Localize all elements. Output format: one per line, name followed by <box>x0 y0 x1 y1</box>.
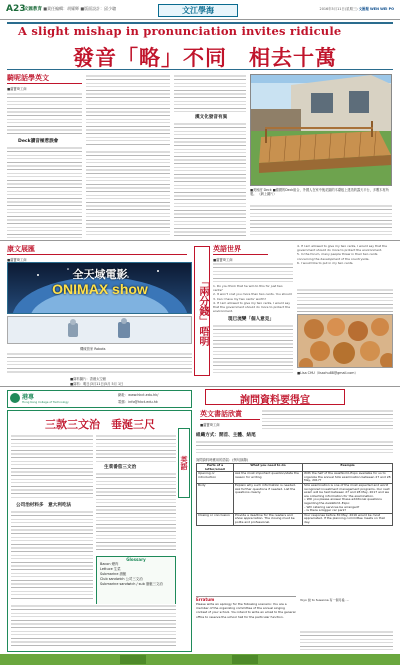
footer-bar <box>0 654 400 665</box>
english-item-6: 6. I would like to put in my two cents. <box>297 260 354 265</box>
col1-text-b <box>7 146 82 238</box>
paper-name <box>24 6 116 12</box>
table-row <box>197 472 393 484</box>
english-item-2: 2. It won't cost you more than two cents. You should <box>213 292 292 297</box>
english-rule <box>213 254 268 255</box>
food-text-a <box>11 434 93 500</box>
date-text: 2016年5月11日(星期三) <box>319 7 358 11</box>
english-text-a <box>213 262 293 282</box>
robots-label: 機械管家 Robots <box>80 347 106 351</box>
inquiry-text <box>196 440 393 454</box>
glossary-title: Glossary <box>126 557 146 562</box>
erratum-text: Please write an apology for the following scenario: You are a member of the organizing committee of the annual singing contest of your school. You intend to write an email to the general office to reserve the school hall for the particular function. <box>196 602 296 619</box>
glossary-item: Club sandwich 公司三文治 <box>100 577 143 581</box>
inquiry-table <box>196 463 393 526</box>
table-header: Example <box>303 464 393 472</box>
english-item-5: 5. In the forum, many people threw in their two cents concerning the development of the countryside. <box>297 252 378 261</box>
section-title: 文江學海 <box>158 4 238 17</box>
deck-caption-1: ■美極度 Deck <box>250 188 272 192</box>
footer-block <box>120 655 146 664</box>
inquiry-intro <box>262 409 393 429</box>
english-sub2: 現已流變「個人意見」 <box>228 317 274 322</box>
col2-text-b <box>86 150 170 238</box>
kangwen-heading: 康文展匯 <box>7 245 35 253</box>
kangwen-rule <box>7 254 187 255</box>
glossary-item: Submarine 潛艇 <box>100 572 127 576</box>
ad-logo-sub: Hong Kong College of Technology <box>22 400 69 404</box>
col1-heading: 騎呢話學英文 <box>7 74 49 82</box>
erratum-title: Erratum <box>196 597 215 602</box>
kangwen-text <box>7 352 192 374</box>
english-list-a <box>213 284 293 314</box>
col4-text <box>250 204 392 238</box>
table-row <box>197 483 393 513</box>
headline-chinese: 發音「略」不同 相去十萬 <box>73 45 337 70</box>
table-cell: Opening or introduction <box>197 472 234 484</box>
food-sub-c: 生菜番茄三文治 <box>104 465 137 470</box>
onimax-title-cn: 全天域電影 <box>72 268 128 281</box>
table-header: Parts of a letter/email <box>197 464 234 472</box>
english-list-b <box>297 244 393 286</box>
glossary-item: Bacon 煙肉 <box>100 562 119 566</box>
kangwen-date: ■資料：明日(3月11日)5月 5月 1日 <box>70 382 124 386</box>
ad-strip <box>7 390 192 408</box>
food-sub-b: 公司治材料多 意大利吃法 <box>16 503 72 508</box>
table-cell: With the half of the AsiaWorld–Expo available for us to organize the annual SXA examination between 27 and 28 May, 2017? <box>304 471 391 483</box>
col2-text-a <box>86 74 170 146</box>
english-byline: ■盧寶琦工商 <box>213 258 233 262</box>
table-cell: Closing or conclusion <box>197 513 234 525</box>
page-number: A23 <box>6 4 26 14</box>
headline-english: A slight mishap in pronunciation invites ridicule <box>18 24 342 38</box>
glossary-list <box>97 562 175 587</box>
glossary-item: Lettuce 生菜 <box>100 567 121 571</box>
kangwen-credit: ■資料圖片：香港太空館 <box>70 377 107 381</box>
inquiry-table-title: 詢問資料時應用的語氣：(例句摘錄) <box>196 458 249 462</box>
food-text-e <box>11 604 176 648</box>
food-side-tag: 英語 <box>178 428 190 498</box>
kangwen-byline: ■盧寶琦工商 <box>7 258 27 262</box>
table-cell: Body <box>197 483 234 513</box>
col1-rule <box>7 83 82 84</box>
food-text-d <box>96 472 176 552</box>
table-header: What you need to do <box>234 464 303 472</box>
english-item-3: 3. Can I have my two cents' worth? <box>213 296 266 301</box>
footer-block <box>232 655 258 664</box>
inquiry-right-text: Yoyo 說 to Susanna 有一個月後, ... <box>300 598 350 602</box>
onimax-title-en: ONIMAX show <box>52 281 148 297</box>
inquiry-left-title: 英文書話欣賞 <box>200 410 242 418</box>
english-item-4: 4. If I am allowed to give my two cents, I would say that the government should do more to protect the environment. <box>213 300 291 314</box>
inquiry-heading: 詢問資料要得宜 <box>240 395 310 406</box>
deck-caption-2: ■德國的Deck組合，外國人在家中後花園的木臺板上建造的露天平台，多數木材所製。 <box>250 188 389 196</box>
english-item-4b: 4. If I am allowed to give my two cents, I would say that the government should do more to protect the environment. <box>297 244 387 253</box>
coins-illustration <box>298 315 393 368</box>
paper-tagline: ■責任編輯：胡耀輝 ■版面設計：邱少聰 <box>43 6 117 11</box>
inquiry-table-wrap <box>196 463 393 593</box>
col3-text-b <box>174 122 246 238</box>
vertical-tag: 「兩分錢」唔明 <box>194 246 210 376</box>
coins-credit: ■Lisa CHU（lisachu88@gmail.com） <box>297 371 358 375</box>
english-text-c <box>297 288 393 312</box>
english-text-b <box>213 324 293 374</box>
table-cell: Your response before 30 May, 2016 would be most appreciated. If the planning committee meets on that day. <box>303 513 393 525</box>
inquiry-right-lines <box>300 630 393 650</box>
deck-photo-illustration <box>251 75 392 186</box>
deck-caption-credit: （網上圖片） <box>257 192 277 196</box>
col2-subhead: 漢文化發音有異 <box>195 115 228 120</box>
ad-website: 網址：www.hkct.edu.hk/ <box>118 393 159 397</box>
glossary-item: Submarine sandwich / sub 潛艇三文治 <box>100 582 163 586</box>
english-item-1: 1. Do you think that he will do this for just two cents? <box>213 284 283 293</box>
divider-1 <box>0 240 400 241</box>
col1-byline: ■盧寶琦工商 <box>7 87 27 91</box>
food-heading: 三款三文治 垂涎三尺 <box>45 418 155 431</box>
col1-text-a <box>7 92 82 136</box>
col1-deck: Deck讀音極惹誤會 <box>18 139 59 144</box>
hkct-logo-icon <box>10 393 20 403</box>
inquiry-section-title: 組織方式：開首、主體、結尾 <box>196 433 256 438</box>
erratum-box <box>196 596 296 650</box>
table-cell: Provide a deadline for the readers and show appreciation. The closing must be polite and professional. <box>234 513 303 525</box>
table-cell: Explain why such information is needed. Ask further questions if needed. List the questions clearly. <box>234 483 303 513</box>
table-row <box>197 513 393 525</box>
date-line <box>320 6 394 11</box>
deck-photo-caption <box>250 188 392 196</box>
col3-text-a <box>174 74 246 112</box>
food-text-c <box>96 434 176 462</box>
brand-text: 文匯報 WEN WEI PO <box>358 7 394 11</box>
ad-logo-name: 港專 <box>22 394 35 401</box>
ad-email: 電郵：info@hkct.edu.hk <box>118 400 158 404</box>
english-heading: 英語世界 <box>213 245 241 253</box>
divider-2 <box>0 386 400 387</box>
table-cell: SXA examination is one of the most expected and world recognized investment management programs. Our next exam will be held between 27 and 28 May, 2017 and we are collecting information for the examination. • Will you please answer these additional questions regarding the AsiaWorld–Expo: – Will catering services be arranged? – Is there a bigger car park? <box>303 483 393 513</box>
deck-photo <box>250 74 392 186</box>
paper-name-text: 文匯教育 <box>24 7 42 12</box>
coins-photo <box>297 314 393 368</box>
food-text-b <box>11 510 93 600</box>
robots-illustration <box>8 317 193 345</box>
table-cell: Ask the most important question/state the reason for writing <box>234 472 303 484</box>
inquiry-byline: ■盧寶琦工商 <box>200 423 220 427</box>
inquiry-rule <box>200 419 260 420</box>
robots-photo <box>7 316 192 344</box>
